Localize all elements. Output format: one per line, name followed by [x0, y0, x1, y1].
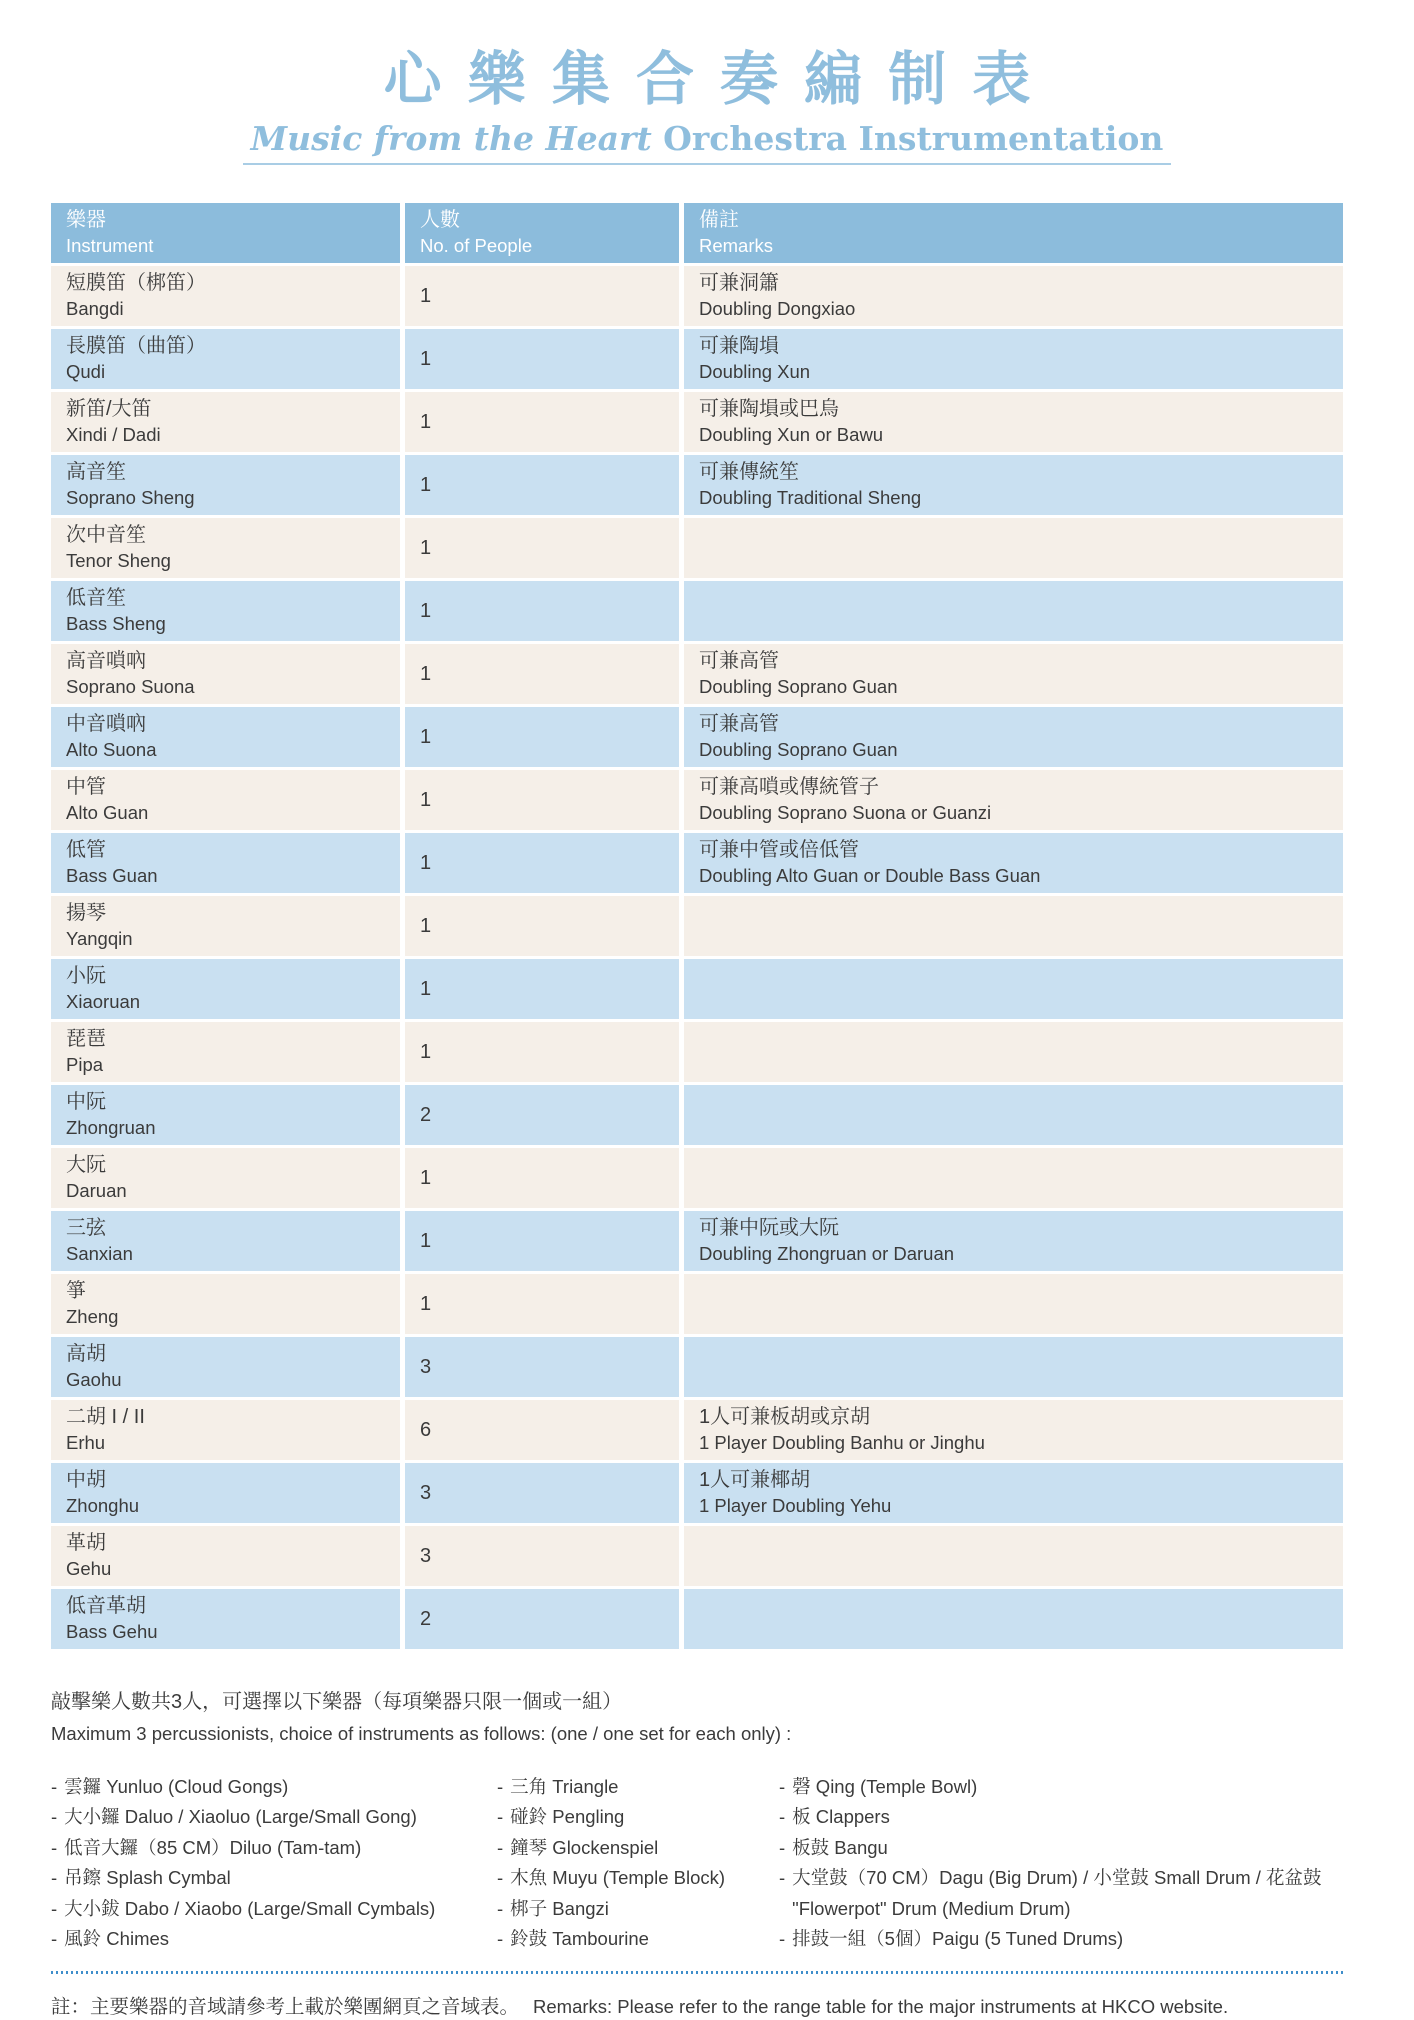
- count-cell: [405, 455, 679, 515]
- remarks-zh: 可兼高管: [699, 650, 779, 673]
- bullet-dash: -: [497, 1867, 504, 1889]
- percussion-item-label: 低音大鑼（85 CM）Diluo (Tam-tam): [64, 1836, 362, 1858]
- remarks-en: 1 Player Doubling Banhu or Jinghu: [699, 1432, 985, 1454]
- footnote-en: Remarks: Please refer to the range table for the major instruments at HKCO website.: [533, 1995, 1229, 2017]
- percussion-item-label: 板鼓 Bangu: [792, 1836, 888, 1858]
- count-cell: [405, 329, 679, 389]
- remarks-cell: [684, 581, 1343, 641]
- percussion-item: [51, 1924, 497, 1955]
- percussion-item-label: 排鼓一組（5個）Paigu (5 Tuned Drums): [792, 1928, 1124, 1950]
- footnote-zh: 註：主要樂器的音域請參考上載於樂團網頁之音域表。: [51, 1995, 520, 2018]
- percussion-item: [779, 1772, 1343, 1803]
- instrument-name-en: Yangqin: [66, 928, 133, 950]
- instrument-name-zh: 二胡 I / II: [66, 1406, 145, 1429]
- percussion-item: [51, 1802, 497, 1833]
- instrument-cell: [51, 518, 400, 578]
- instrument-cell: [51, 1022, 400, 1082]
- instrument-cell: [51, 392, 400, 452]
- count-cell: [405, 833, 679, 893]
- instrument-cell: [51, 1526, 400, 1586]
- table-row: [51, 1400, 1343, 1460]
- player-count: 6: [420, 1418, 432, 1441]
- table-row: [51, 1211, 1343, 1271]
- subtitle-regular-part: Orchestra Instrumentation: [651, 118, 1164, 158]
- percussion-item: [779, 1833, 1343, 1864]
- player-count: 1: [420, 410, 432, 433]
- remarks-zh: 1人可兼板胡或京胡: [699, 1406, 871, 1429]
- percussion-intro-en: Maximum 3 percussionists, choice of instruments as follows: (one / one set for each only) :: [51, 1722, 792, 1744]
- percussion-item: [51, 1772, 497, 1803]
- percussion-item: [779, 1924, 1343, 1955]
- percussion-item: [51, 1863, 497, 1894]
- player-count: 2: [420, 1607, 432, 1630]
- column-header-count-en: No. of People: [420, 235, 533, 257]
- remarks-cell: [684, 1022, 1343, 1082]
- table-row: [51, 770, 1343, 830]
- instrument-name-en: Soprano Suona: [66, 676, 195, 698]
- instrument-name-zh: 中管: [66, 776, 106, 799]
- bullet-dash: -: [51, 1928, 58, 1950]
- instrument-name-zh: 革胡: [66, 1532, 106, 1555]
- instrument-name-en: Alto Suona: [66, 739, 157, 761]
- instrument-name-en: Tenor Sheng: [66, 550, 171, 572]
- table-row: [51, 581, 1343, 641]
- table-row: [51, 1274, 1343, 1334]
- count-cell: [405, 770, 679, 830]
- column-header-count: [405, 203, 679, 263]
- table-row: [51, 329, 1343, 389]
- count-cell: [405, 1148, 679, 1208]
- instrument-name-en: Bass Gehu: [66, 1621, 158, 1643]
- instrument-cell: [51, 1211, 400, 1271]
- column-header-count-zh: 人數: [420, 209, 460, 232]
- percussion-item: [497, 1772, 779, 1803]
- remarks-zh: 1人可兼椰胡: [699, 1469, 811, 1492]
- percussion-item-label: 板 Clappers: [792, 1806, 890, 1828]
- count-cell: [405, 1274, 679, 1334]
- instrument-cell: [51, 644, 400, 704]
- instrument-cell: [51, 707, 400, 767]
- player-count: 1: [420, 851, 432, 874]
- instrument-cell: [51, 1337, 400, 1397]
- remarks-cell: [684, 329, 1343, 389]
- content: [51, 203, 1343, 2020]
- count-cell: [405, 644, 679, 704]
- count-cell: [405, 1463, 679, 1523]
- instrument-cell: [51, 266, 400, 326]
- player-count: 1: [420, 599, 432, 622]
- remarks-zh: 可兼洞簫: [699, 272, 779, 295]
- bullet-dash: -: [497, 1775, 504, 1797]
- instrument-name-zh: 新笛/大笛: [66, 398, 152, 421]
- bullet-dash: -: [779, 1806, 786, 1828]
- footnote: [51, 1994, 1343, 2020]
- remarks-zh: 可兼陶塤: [699, 335, 779, 358]
- remarks-cell: [684, 266, 1343, 326]
- bullet-dash: -: [497, 1928, 504, 1950]
- instrument-name-zh: 高音笙: [66, 461, 126, 484]
- remarks-zh: 可兼高管: [699, 713, 779, 736]
- instrument-cell: [51, 1463, 400, 1523]
- remarks-en: Doubling Soprano Suona or Guanzi: [699, 802, 992, 824]
- instrument-name-zh: 低音笙: [66, 587, 126, 610]
- instrument-cell: [51, 455, 400, 515]
- instrument-name-en: Erhu: [66, 1432, 106, 1454]
- instrument-name-zh: 高胡: [66, 1343, 106, 1366]
- player-count: 1: [420, 1229, 432, 1252]
- page-header: [0, 0, 1414, 165]
- instrument-cell: [51, 1085, 400, 1145]
- player-count: 3: [420, 1481, 432, 1504]
- percussion-item-label: 大小鑼 Daluo / Xiaoluo (Large/Small Gong): [64, 1806, 417, 1828]
- percussion-item-label: 木魚 Muyu (Temple Block): [510, 1867, 726, 1889]
- remarks-cell: [684, 1589, 1343, 1649]
- remarks-en: Doubling Soprano Guan: [699, 676, 898, 698]
- percussion-intro-zh: 敲擊樂人數共3人，可選擇以下樂器（每項樂器只限一個或一組）: [51, 1690, 623, 1713]
- player-count: 1: [420, 914, 432, 937]
- table-row: [51, 392, 1343, 452]
- remarks-cell: [684, 518, 1343, 578]
- instrument-name-zh: 大阮: [66, 1154, 106, 1177]
- instrument-name-zh: 長膜笛（曲笛）: [66, 335, 206, 358]
- percussion-item-label: 磬 Qing (Temple Bowl): [792, 1775, 978, 1797]
- instrument-name-en: Gehu: [66, 1558, 112, 1580]
- percussion-item-label: 梆子 Bangzi: [510, 1897, 609, 1919]
- instrument-name-en: Bangdi: [66, 298, 124, 320]
- table-row: [51, 1148, 1343, 1208]
- remarks-cell: [684, 1274, 1343, 1334]
- instrument-name-zh: 中阮: [66, 1091, 106, 1114]
- instrument-name-en: Xindi / Dadi: [66, 424, 161, 446]
- bullet-dash: -: [51, 1836, 58, 1858]
- bullet-dash: -: [497, 1836, 504, 1858]
- remarks-zh: 可兼中管或倍低管: [699, 839, 859, 862]
- percussion-item: [497, 1894, 779, 1925]
- percussion-section: [51, 1689, 1343, 1955]
- instrument-cell: [51, 1400, 400, 1460]
- percussion-column: [497, 1772, 779, 1955]
- player-count: 1: [420, 1292, 432, 1315]
- instrument-cell: [51, 581, 400, 641]
- count-cell: [405, 581, 679, 641]
- count-cell: [405, 707, 679, 767]
- remarks-cell: [684, 1085, 1343, 1145]
- instrument-name-zh: 中音嗩吶: [66, 713, 146, 736]
- instrumentation-table: [51, 203, 1343, 1649]
- column-header-instrument-en: Instrument: [66, 235, 154, 257]
- player-count: 1: [420, 347, 432, 370]
- count-cell: [405, 1022, 679, 1082]
- subtitle-italic-part: Music from the Heart: [250, 118, 652, 158]
- player-count: 1: [420, 725, 432, 748]
- count-cell: [405, 518, 679, 578]
- percussion-item: [51, 1894, 497, 1925]
- player-count: 1: [420, 284, 432, 307]
- table-row: [51, 959, 1343, 1019]
- column-header-remarks-en: Remarks: [699, 235, 774, 257]
- remarks-cell: [684, 455, 1343, 515]
- bullet-dash: -: [779, 1928, 786, 1950]
- player-count: 1: [420, 662, 432, 685]
- bullet-dash: -: [497, 1806, 504, 1828]
- instrument-name-zh: 中胡: [66, 1469, 106, 1492]
- table-row: [51, 644, 1343, 704]
- remarks-en: Doubling Traditional Sheng: [699, 487, 922, 509]
- percussion-item: [497, 1802, 779, 1833]
- percussion-item-label: 鐘琴 Glockenspiel: [510, 1836, 659, 1858]
- instrument-name-zh: 三弦: [66, 1217, 106, 1240]
- column-header-remarks: [684, 203, 1343, 263]
- player-count: 2: [420, 1103, 432, 1126]
- percussion-item-label: 大堂鼓（70 CM）Dagu (Big Drum) / 小堂鼓 Small Drum / 花盆鼓 "Flowerpot" Drum (Medium Drum): [792, 1867, 1322, 1919]
- bullet-dash: -: [779, 1836, 786, 1858]
- instrument-name-en: Pipa: [66, 1054, 104, 1076]
- table-row: [51, 896, 1343, 956]
- table-header-row: [51, 203, 1343, 263]
- instrument-name-en: Xiaoruan: [66, 991, 141, 1013]
- remarks-cell: [684, 1526, 1343, 1586]
- instrument-cell: [51, 1274, 400, 1334]
- table-row: [51, 455, 1343, 515]
- instrument-name-zh: 小阮: [66, 965, 106, 988]
- table-body: [51, 266, 1343, 1649]
- column-header-instrument: [51, 203, 400, 263]
- remarks-en: Doubling Xun or Bawu: [699, 424, 884, 446]
- instrument-name-zh: 短膜笛（梆笛）: [66, 272, 206, 295]
- remarks-cell: [684, 833, 1343, 893]
- table-row: [51, 1022, 1343, 1082]
- count-cell: [405, 959, 679, 1019]
- count-cell: [405, 1400, 679, 1460]
- remarks-cell: [684, 1463, 1343, 1523]
- remarks-en: Doubling Dongxiao: [699, 298, 856, 320]
- remarks-zh: 可兼中阮或大阮: [699, 1217, 839, 1240]
- remarks-cell: [684, 1148, 1343, 1208]
- instrument-name-zh: 琵琶: [66, 1028, 106, 1051]
- table-row: [51, 833, 1343, 893]
- percussion-item: [779, 1802, 1343, 1833]
- percussion-item-label: 大小鈸 Dabo / Xiaobo (Large/Small Cymbals): [64, 1897, 436, 1919]
- percussion-column: [51, 1772, 497, 1955]
- table-row: [51, 1463, 1343, 1523]
- table-row: [51, 707, 1343, 767]
- bullet-dash: -: [779, 1867, 786, 1889]
- remarks-cell: [684, 392, 1343, 452]
- instrument-name-zh: 揚琴: [66, 902, 106, 925]
- instrument-name-zh: 高音嗩吶: [66, 650, 146, 673]
- remarks-zh: 可兼高嗩或傳統管子: [699, 776, 879, 799]
- count-cell: [405, 896, 679, 956]
- count-cell: [405, 266, 679, 326]
- dotted-separator: [51, 1971, 1343, 1974]
- instrument-cell: [51, 770, 400, 830]
- remarks-cell: [684, 1400, 1343, 1460]
- table-row: [51, 1337, 1343, 1397]
- bullet-dash: -: [779, 1775, 786, 1797]
- page-subtitle: [243, 120, 1172, 165]
- player-count: 1: [420, 536, 432, 559]
- percussion-column: [779, 1772, 1343, 1955]
- instrument-cell: [51, 959, 400, 1019]
- percussion-item: [497, 1924, 779, 1955]
- percussion-item-label: 三角 Triangle: [510, 1775, 619, 1797]
- percussion-columns: [51, 1772, 1343, 1955]
- instrument-name-zh: 低音革胡: [66, 1595, 146, 1618]
- percussion-item-label: 雲鑼 Yunluo (Cloud Gongs): [64, 1775, 289, 1797]
- remarks-cell: [684, 770, 1343, 830]
- remarks-cell: [684, 644, 1343, 704]
- table-row: [51, 518, 1343, 578]
- remarks-en: Doubling Alto Guan or Double Bass Guan: [699, 865, 1041, 887]
- bullet-dash: -: [497, 1897, 504, 1919]
- instrument-name-en: Zhongruan: [66, 1117, 156, 1139]
- remarks-cell: [684, 707, 1343, 767]
- instrument-name-en: Qudi: [66, 361, 106, 383]
- player-count: 1: [420, 977, 432, 1000]
- player-count: 3: [420, 1544, 432, 1567]
- instrument-name-en: Zheng: [66, 1306, 119, 1328]
- remarks-en: Doubling Zhongruan or Daruan: [699, 1243, 955, 1265]
- instrument-name-zh: 低管: [66, 839, 106, 862]
- column-header-remarks-zh: 備註: [699, 209, 739, 232]
- percussion-item-label: 碰鈴 Pengling: [510, 1806, 625, 1828]
- instrument-name-en: Sanxian: [66, 1243, 133, 1265]
- instrument-name-zh: 箏: [66, 1280, 86, 1303]
- instrument-name-en: Zhonghu: [66, 1495, 140, 1517]
- page-title: 心樂集合奏編制表: [383, 45, 1057, 113]
- table-row: [51, 266, 1343, 326]
- table-row: [51, 1589, 1343, 1649]
- percussion-item-label: 風鈴 Chimes: [64, 1928, 170, 1950]
- count-cell: [405, 1337, 679, 1397]
- count-cell: [405, 1085, 679, 1145]
- remarks-cell: [684, 1211, 1343, 1271]
- percussion-item: [497, 1833, 779, 1864]
- player-count: 3: [420, 1355, 432, 1378]
- remarks-cell: [684, 959, 1343, 1019]
- player-count: 1: [420, 1040, 432, 1063]
- table-row: [51, 1526, 1343, 1586]
- bullet-dash: -: [51, 1775, 58, 1797]
- bullet-dash: -: [51, 1806, 58, 1828]
- player-count: 1: [420, 788, 432, 811]
- instrument-cell: [51, 1148, 400, 1208]
- instrument-cell: [51, 1589, 400, 1649]
- column-header-instrument-zh: 樂器: [66, 209, 106, 232]
- remarks-en: Doubling Soprano Guan: [699, 739, 898, 761]
- instrument-name-en: Gaohu: [66, 1369, 122, 1391]
- player-count: 1: [420, 1166, 432, 1189]
- instrument-name-en: Soprano Sheng: [66, 487, 195, 509]
- bullet-dash: -: [51, 1897, 58, 1919]
- percussion-item: [779, 1863, 1343, 1924]
- instrument-cell: [51, 329, 400, 389]
- count-cell: [405, 1211, 679, 1271]
- remarks-cell: [684, 896, 1343, 956]
- count-cell: [405, 1526, 679, 1586]
- percussion-item: [51, 1833, 497, 1864]
- percussion-item-label: 鈴鼓 Tambourine: [510, 1928, 649, 1950]
- instrument-cell: [51, 896, 400, 956]
- remarks-zh: 可兼陶塤或巴烏: [699, 398, 839, 421]
- remarks-zh: 可兼傳統笙: [699, 461, 799, 484]
- bullet-dash: -: [51, 1867, 58, 1889]
- count-cell: [405, 1589, 679, 1649]
- count-cell: [405, 392, 679, 452]
- remarks-cell: [684, 1337, 1343, 1397]
- instrument-name-en: Daruan: [66, 1180, 127, 1202]
- table-row: [51, 1085, 1343, 1145]
- player-count: 1: [420, 473, 432, 496]
- instrument-name-zh: 次中音笙: [66, 524, 146, 547]
- instrument-name-en: Bass Guan: [66, 865, 158, 887]
- instrument-name-en: Alto Guan: [66, 802, 149, 824]
- instrument-cell: [51, 833, 400, 893]
- percussion-item: [497, 1863, 779, 1894]
- instrument-name-en: Bass Sheng: [66, 613, 166, 635]
- remarks-en: Doubling Xun: [699, 361, 811, 383]
- percussion-item-label: 吊鑔 Splash Cymbal: [64, 1867, 231, 1889]
- remarks-en: 1 Player Doubling Yehu: [699, 1495, 892, 1517]
